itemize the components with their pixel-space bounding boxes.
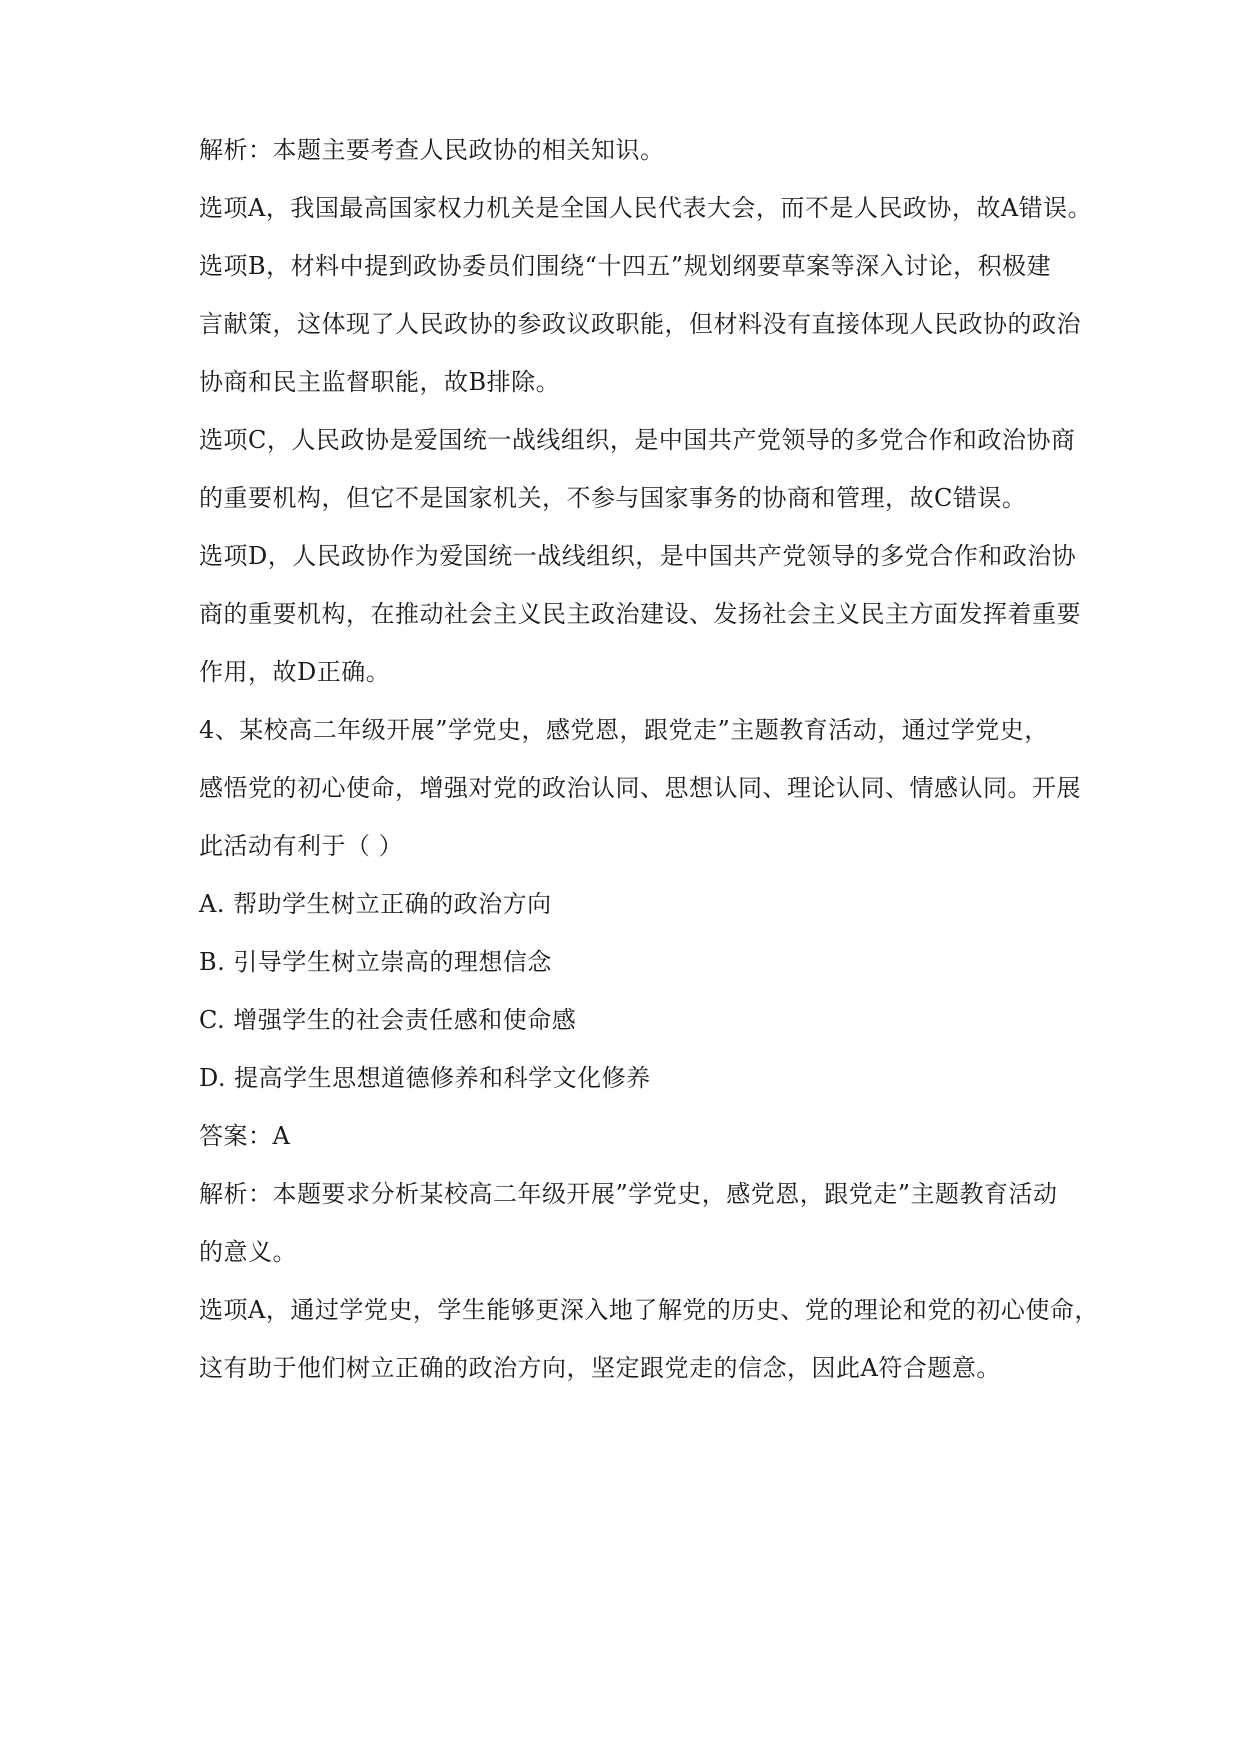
option-c-analysis-line-1: 选项C，人民政协是爱国统一战线组织，是中国共产党领导的多党合作和政治协商 xyxy=(199,426,1076,454)
choice-b: B. 引导学生树立崇高的理想信念 xyxy=(199,948,552,976)
option-b-analysis-line-2: 言献策，这体现了人民政协的参政议政职能，但材料没有直接体现人民政协的政治 xyxy=(199,310,1081,338)
question-4-line-3: 此活动有利于（ ） xyxy=(199,832,404,860)
option-c-analysis-line-2: 的重要机构，但它不是国家机关，不参与国家事务的协商和管理，故C错误。 xyxy=(199,484,1027,512)
analysis-2-option-a-line-1: 选项A，通过学党史，学生能够更深入地了解党的历史、党的理论和党的初心使命， xyxy=(199,1296,1099,1324)
option-d-analysis-line-3: 作用，故D正确。 xyxy=(199,658,391,686)
analysis-2-line-2: 的意义。 xyxy=(199,1238,297,1266)
option-d-analysis-line-2: 商的重要机构，在推动社会主义民主政治建设、发扬社会主义民主方面发挥着重要 xyxy=(199,600,1081,628)
option-a-analysis-line: 选项A，我国最高国家权力机关是全国人民代表大会，而不是人民政协，故A错误。 xyxy=(199,194,1093,222)
choice-d: D. 提高学生思想道德修养和科学文化修养 xyxy=(199,1064,651,1092)
option-d-analysis-line-1: 选项D，人民政协作为爱国统一战线组织，是中国共产党领导的多党合作和政治协 xyxy=(199,542,1077,570)
answer-line: 答案：A xyxy=(199,1122,291,1150)
choice-a: A. 帮助学生树立正确的政治方向 xyxy=(199,890,552,918)
question-4-line-1: 4、某校高二年级开展”学党史，感党恩，跟党走”主题教育活动，通过学党史， xyxy=(199,716,1049,744)
option-b-analysis-line-1: 选项B，材料中提到政协委员们围绕“十四五”规划纲要草案等深入讨论，积极建 xyxy=(199,252,1052,280)
analysis-2-option-a-line-2: 这有助于他们树立正确的政治方向，坚定跟党走的信念，因此A符合题意。 xyxy=(199,1354,1001,1382)
choice-c: C. 增强学生的社会责任感和使命感 xyxy=(199,1006,577,1034)
question-4-line-2: 感悟党的初心使命，增强对党的政治认同、思想认同、理论认同、情感认同。开展 xyxy=(199,774,1081,802)
analysis-2-line-1: 解析：本题要求分析某校高二年级开展”学党史，感党恩，跟党走”主题教育活动 xyxy=(199,1180,1058,1208)
analysis-intro-line: 解析：本题主要考查人民政协的相关知识。 xyxy=(199,136,665,164)
option-b-analysis-line-3: 协商和民主监督职能，故B排除。 xyxy=(199,368,561,396)
